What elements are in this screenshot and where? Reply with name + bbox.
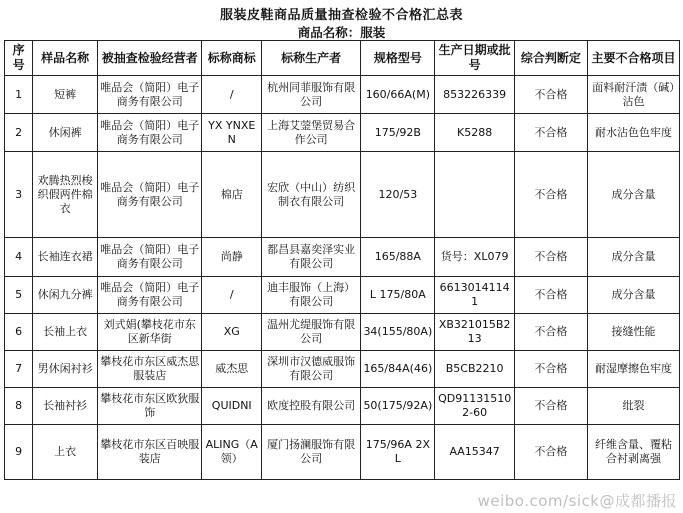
cell-seller: 攀枝花市东区威杰思服装店 — [97, 351, 201, 388]
cell-defects: 成分含量 — [587, 238, 679, 277]
cell-maker: 迪丰服饰（上海）有限公司 — [262, 277, 361, 314]
cell-seller: 唯品会（简阳）电子商务有限公司 — [97, 114, 201, 152]
cell-defects: 面料耐汗渍（碱）沾色 — [587, 76, 679, 114]
cell-maker: 都昌县嘉奕泽实业有限公司 — [262, 238, 361, 277]
cell-batch: AA15347 — [435, 425, 514, 480]
cell-brand: QUIDNI — [202, 388, 262, 425]
cell-maker: 厦门扬澜服饰有限公司 — [262, 425, 361, 480]
table-row — [5, 152, 680, 238]
cell-defects: 成分含量 — [587, 277, 679, 314]
cell-sample-name: 男休闲衬衫 — [33, 351, 98, 388]
table-row — [5, 314, 680, 351]
cell-brand: / — [202, 277, 262, 314]
cell-no: 6 — [5, 314, 33, 351]
cell-sample-name: 长袖连衣裙 — [33, 238, 98, 277]
document-subtitle: 商品名称：服装 — [297, 25, 386, 40]
results-table — [4, 40, 680, 480]
cell-no: 3 — [5, 152, 33, 238]
cell-seller: 唯品会（简阳）电子商务有限公司 — [97, 76, 201, 114]
cell-batch: 66130141141 — [435, 277, 514, 314]
cell-verdict: 不合格 — [514, 76, 587, 114]
cell-brand: 威杰思 — [202, 351, 262, 388]
cell-no: 5 — [5, 277, 33, 314]
cell-no: 4 — [5, 238, 33, 277]
cell-brand: ALING（A领） — [202, 425, 262, 480]
cell-spec: 160/66A(M) — [361, 76, 435, 114]
cell-verdict: 不合格 — [514, 152, 587, 238]
cell-defects: 接缝性能 — [587, 314, 679, 351]
header-spec: 规格型号 — [361, 41, 435, 76]
cell-batch — [435, 152, 514, 238]
cell-batch: K5288 — [435, 114, 514, 152]
cell-seller: 攀枝花市东区欧狄服饰 — [97, 388, 201, 425]
cell-verdict: 不合格 — [514, 425, 587, 480]
table-row — [5, 351, 680, 388]
cell-defects: 耐湿摩擦色牢度 — [587, 351, 679, 388]
weibo-watermark: weibo.com/sick@成都播报 — [477, 492, 677, 510]
cell-spec: 34(155/80A) — [361, 314, 435, 351]
cell-batch: QD911315102-60 — [435, 388, 514, 425]
cell-no: 8 — [5, 388, 33, 425]
cell-batch: XB321015B213 — [435, 314, 514, 351]
cell-spec: 165/84A(46) — [361, 351, 435, 388]
cell-sample-name: 欢腾热烈梭织假两件棉衣 — [33, 152, 98, 238]
cell-spec: 50(175/92A) — [361, 388, 435, 425]
cell-maker: 上海艾蓥堡贸易合作公司 — [262, 114, 361, 152]
header-brand: 标称商标 — [202, 41, 262, 76]
cell-defects: 纰裂 — [587, 388, 679, 425]
table-row — [5, 388, 680, 425]
cell-sample-name: 休闲裤 — [33, 114, 98, 152]
header-batch: 生产日期或批号 — [435, 41, 514, 76]
cell-no: 7 — [5, 351, 33, 388]
cell-verdict: 不合格 — [514, 114, 587, 152]
cell-defects: 纤维含量、覆粘合衬剥离强 — [587, 425, 679, 480]
cell-seller: 唯品会（简阳）电子商务有限公司 — [97, 238, 201, 277]
table-row — [5, 277, 680, 314]
cell-sample-name: 短裤 — [33, 76, 98, 114]
cell-brand: XG — [202, 314, 262, 351]
header-defects: 主要不合格项目 — [587, 41, 679, 76]
cell-brand: 棉店 — [202, 152, 262, 238]
cell-verdict: 不合格 — [514, 277, 587, 314]
cell-seller: 唯品会（简阳）电子商务有限公司 — [97, 152, 201, 238]
table-row — [5, 76, 680, 114]
cell-sample-name: 上衣 — [33, 425, 98, 480]
cell-maker: 杭州同菲服饰有限公司 — [262, 76, 361, 114]
cell-spec: 120/53 — [361, 152, 435, 238]
cell-brand: / — [202, 76, 262, 114]
header-seller: 被抽查检验经营者 — [97, 41, 201, 76]
cell-brand: 尚静 — [202, 238, 262, 277]
cell-no: 1 — [5, 76, 33, 114]
cell-batch: 853226339 — [435, 76, 514, 114]
cell-verdict: 不合格 — [514, 351, 587, 388]
cell-defects: 耐水沾色色牢度 — [587, 114, 679, 152]
cell-spec: 175/96A 2XL — [361, 425, 435, 480]
cell-batch: B5CB2210 — [435, 351, 514, 388]
cell-maker: 温州尤缇服饰有限公司 — [262, 314, 361, 351]
header-maker: 标称生产者 — [262, 41, 361, 76]
cell-sample-name: 长袖上衣 — [33, 314, 98, 351]
cell-spec: L 175/80A — [361, 277, 435, 314]
table-row — [5, 114, 680, 152]
cell-brand: YX YNXEN — [202, 114, 262, 152]
table-row — [5, 425, 680, 480]
cell-sample-name: 休闲九分裤 — [33, 277, 98, 314]
cell-defects: 成分含量 — [587, 152, 679, 238]
cell-no: 2 — [5, 114, 33, 152]
header-sample-name: 样品名称 — [33, 41, 98, 76]
cell-maker: 深圳市汉德威服饰有限公司 — [262, 351, 361, 388]
cell-verdict: 不合格 — [514, 388, 587, 425]
cell-sample-name: 长袖衬衫 — [33, 388, 98, 425]
cell-no: 9 — [5, 425, 33, 480]
header-no: 序号 — [5, 41, 33, 76]
cell-batch: 货号：XL079 — [435, 238, 514, 277]
table-header-row — [5, 41, 680, 76]
table-row — [5, 238, 680, 277]
cell-seller: 攀枝花市东区百映服装店 — [97, 425, 201, 480]
document-title: 服装皮鞋商品质量抽查检验不合格汇总表 — [219, 8, 463, 23]
cell-seller: 唯品会（简阳）电子商务有限公司 — [97, 277, 201, 314]
cell-maker: 宏欣（中山）纺织制衣有限公司 — [262, 152, 361, 238]
header-verdict: 综合判断定 — [514, 41, 587, 76]
cell-spec: 165/88A — [361, 238, 435, 277]
cell-seller: 刘式娟(攀枝花市东区新华街 — [97, 314, 201, 351]
cell-verdict: 不合格 — [514, 238, 587, 277]
cell-maker: 欧度控股有限公司 — [262, 388, 361, 425]
cell-spec: 175/92B — [361, 114, 435, 152]
cell-verdict: 不合格 — [514, 314, 587, 351]
